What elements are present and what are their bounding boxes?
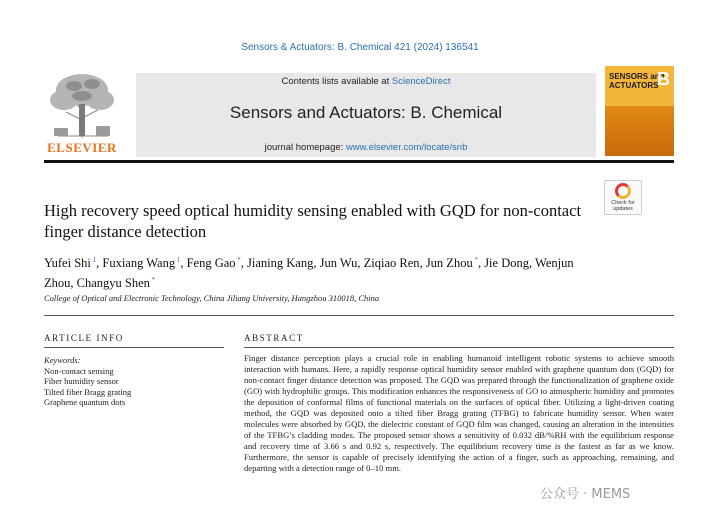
author-mark[interactable]: *: [472, 256, 478, 264]
wechat-watermark: 公众号 · MEMS: [540, 487, 631, 502]
article-title: High recovery speed optical humidity sensing enabled with GQD for non-contact finger distance detection: [44, 201, 582, 241]
abstract-heading: ABSTRACT: [244, 333, 304, 343]
journal-citation[interactable]: Sensors & Actuators: B. Chemical 421 (2024) 136541: [241, 42, 479, 53]
author-mark[interactable]: *: [149, 276, 156, 285]
homepage-line: [136, 142, 596, 153]
keywords-block: [44, 355, 214, 408]
publisher-name[interactable]: ELSEVIER: [47, 140, 117, 155]
author-name[interactable]: Changyu Shen: [76, 276, 150, 291]
journal-cover-image[interactable]: [605, 66, 674, 156]
abstract-text: Finger distance perception plays a crucial role in enabling humanoid intelligent robotic systems to achieve smooth interaction with humans. Here, a rapidly response optical humidity sensor enabled with graphene quantum dots (GQD) for non-contact finger distance detection was proposed. The GQD was prepared through the functionalization of graphene oxide (GO) with hydrophilic groups. This modification enhances the responsiveness of GO to atmospheric humidity and promotes the deposition of conformal films of functional materials on the surfaces of optical fiber. Utilizing a light-driven coating method, the GQD was deposited onto a tilted fiber Bragg grating (TFBG) to fabricate humidity sensor. When water molecules were absorbed by GQD, the dielectric constant of GQD film was changed, causing an alteration in the intensities of the TFBG’s cladding modes. The proposed sensor shows a sensitivity of 0.032 dB/%RH with the equilibrium response and recovery time of 3.66 s and 0.92 s, respectively. The equilibrium recovery time is the fastest as far as we know. Furthermore, the sensor is capable of precisely identifying the action of a finger, such as approaching, remaining, and departing with a detection range of 0–10 mm.: [244, 353, 674, 473]
cover-band: [605, 106, 674, 156]
abstract-divider: [244, 347, 674, 348]
check-for-updates-label: Check for updates: [611, 200, 635, 212]
author-name[interactable]: Feng Gao: [186, 256, 236, 271]
author-name[interactable]: Jie Dong: [484, 256, 529, 271]
journal-title[interactable]: Sensors and Actuators: B. Chemical: [229, 103, 503, 122]
author-name[interactable]: Fuxiang Wang: [102, 256, 176, 271]
author-name[interactable]: Ziqiao Ren: [363, 256, 420, 271]
author-name[interactable]: Jun Wu: [319, 256, 358, 271]
cover-letter: B: [657, 69, 670, 89]
contents-prefix: Contents lists available at: [281, 76, 392, 87]
author-list: Yufei Shi $^1$, Fuxiang Wang $^1$, Feng Gao *, Jianing Kang, Jun Wu, Ziqiao Ren, Jun Zhou *, Jie Dong, Wenjun Zhou, Changyu Shen *: [44, 256, 574, 291]
journal-banner: [136, 73, 596, 157]
article-info-heading: ARTICLE INFO: [44, 333, 124, 343]
authors-divider: [44, 315, 674, 316]
keywords-label: Keywords:: [44, 355, 81, 365]
author-name[interactable]: Yufei Shi: [44, 256, 91, 271]
cover-title: SENSORS and ACTUATORS: [609, 72, 665, 90]
author-mark[interactable]: 1: [90, 256, 97, 264]
journal-masthead: [44, 66, 674, 159]
sciencedirect-link[interactable]: ScienceDirect: [391, 76, 451, 87]
keyword-item: Tilted fiber Bragg grating: [44, 386, 132, 397]
homepage-prefix: journal homepage:: [264, 142, 346, 153]
author-affiliation: College of Optical and Electronic Technology, China Jiliang University, Hangzhou 310018, China: [44, 293, 380, 303]
keyword-item: Fiber humidity sensor: [44, 376, 119, 386]
check-for-updates-button[interactable]: [604, 180, 642, 215]
author-name[interactable]: Jun Zhou: [425, 256, 473, 271]
homepage-link[interactable]: www.elsevier.com/locate/snb: [345, 142, 468, 153]
keyword-item: Graphene quantum dots: [44, 397, 126, 407]
contents-line: [136, 76, 596, 87]
crossmark-icon: [615, 183, 631, 199]
author-name[interactable]: Wenjun Zhou: [44, 256, 574, 291]
masthead-rule: [44, 160, 674, 163]
author-name[interactable]: Jianing Kang: [247, 256, 314, 271]
article-info-divider: [44, 347, 224, 348]
keyword-item: Non-contact sensing: [44, 365, 114, 376]
author-mark[interactable]: *: [235, 256, 241, 264]
author-mark[interactable]: 1: [175, 256, 181, 264]
